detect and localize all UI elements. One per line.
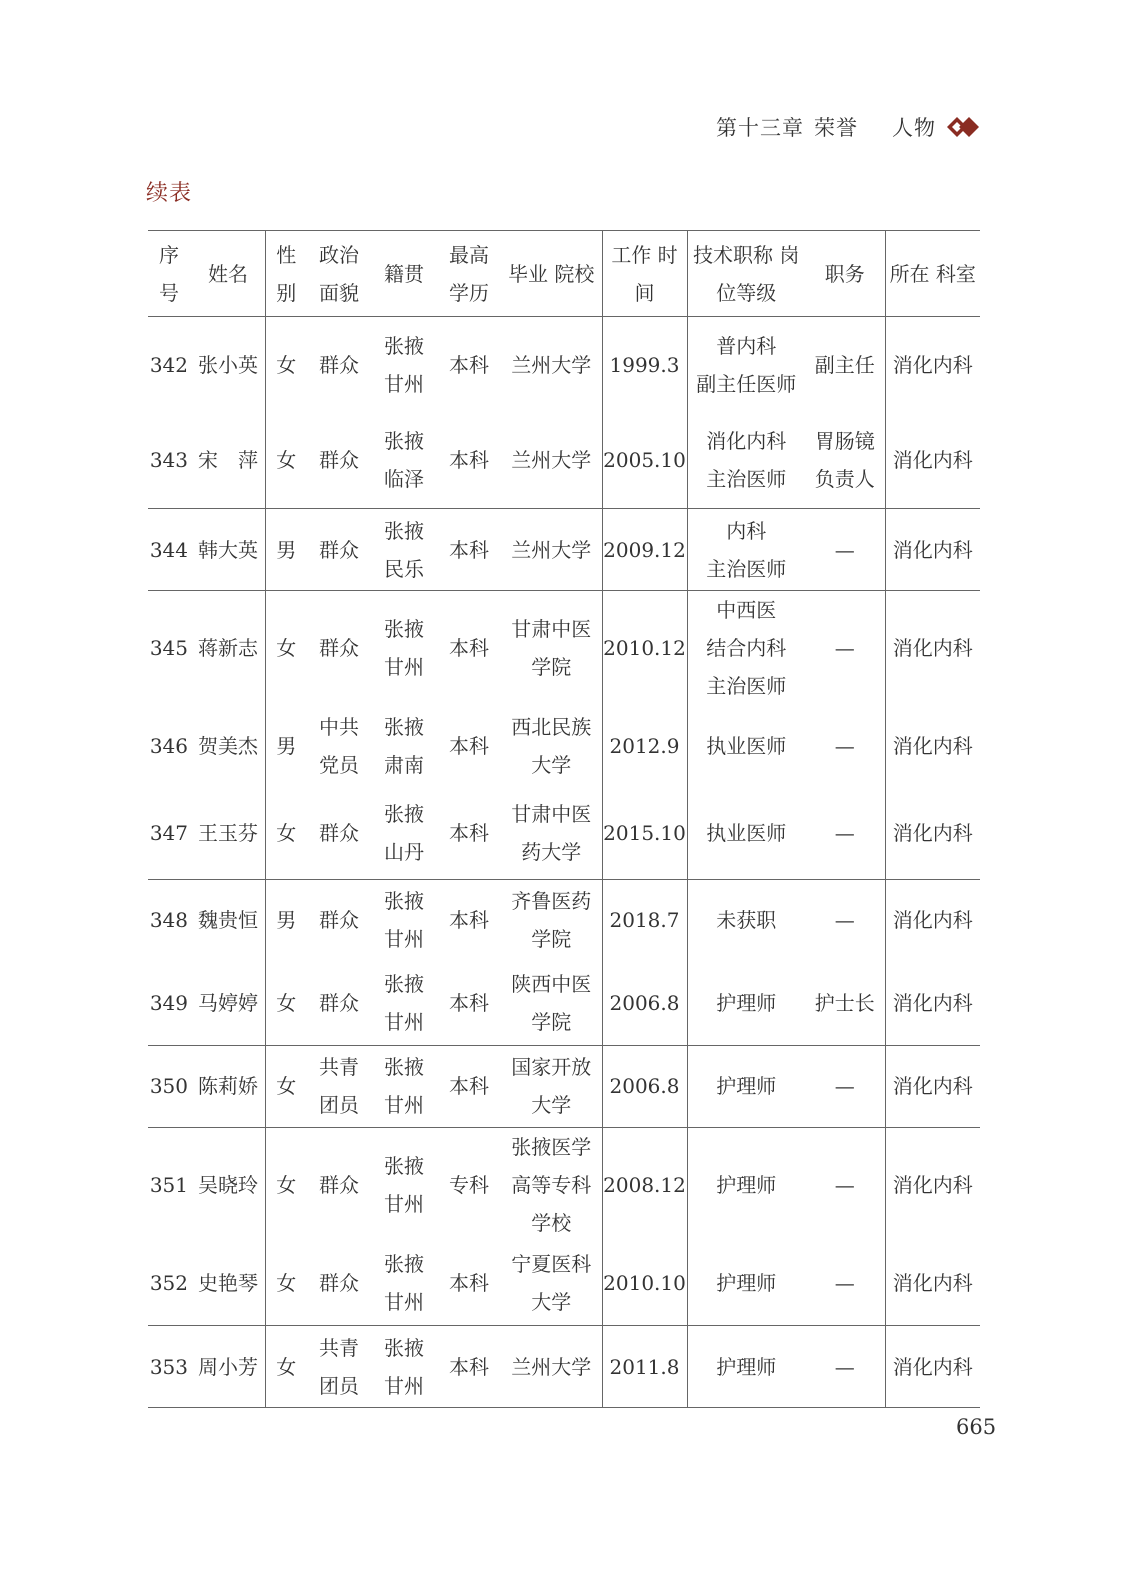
cell-title: 普内科 副主任医师 [696,333,797,396]
cell-gender: 女 [265,961,307,1045]
cell-dept: 消化内科 [885,1045,980,1127]
table-row [148,1242,980,1326]
cell-seq: 343 [148,413,190,509]
cell-work: 2018.7 [602,879,687,961]
cell-work: 2010.10 [602,1242,687,1326]
cell-work: 2005.10 [602,413,687,509]
cell-dept: 消化内科 [892,908,973,933]
table-row [148,1045,980,1127]
cell-work: 2010.12 [602,591,687,706]
cell-gender: 男 [276,908,297,933]
cell-origin: 张掖 山丹 [371,787,437,879]
cell-title: 执业医师 [687,787,805,879]
cell-school: 甘肃中医 学院 [501,591,602,706]
table-row [148,705,980,787]
col-header-political: 政治 面貌 [307,231,371,317]
cell-school: 齐鲁医药 学院 [501,879,602,961]
table-row [148,1127,980,1242]
cell-origin: 张掖 民乐 [371,509,437,591]
cell-name: 马婷婷 [190,961,265,1045]
cell-name: 韩大英 [190,509,265,591]
cell-title: 护理师 [687,1242,805,1326]
cell-political: 群众 [319,1172,359,1197]
col-header-seq: 序 号 [148,231,190,317]
cell-work: 2006.8 [602,1045,687,1127]
cell-work: 2015.10 [602,787,687,879]
table-row [148,317,980,413]
cell-political: 群众 [319,352,359,377]
cell-seq: 342 [149,352,188,377]
cell-gender: 女 [276,636,297,660]
cell-edu: 本科 [449,734,489,758]
cell-name: 王玉芬 [190,787,265,879]
cell-name: 张小英 [190,317,265,413]
cell-school: 兰州大学 [501,317,602,413]
cell-name: 蒋新志 [190,591,265,706]
cell-duty: — [805,879,885,961]
cell-political: 群众 [307,509,371,591]
cell-school: 兰州大学 [501,413,602,509]
personnel-table [148,230,980,1408]
section-label-1: 荣誉 [814,116,858,140]
table-row [148,591,980,706]
cell-edu: 本科 [437,787,501,879]
cell-dept: 消化内科 [885,961,980,1045]
cell-political: 共青 团员 [307,1326,371,1408]
cell-school: 甘肃中医 药大学 [501,787,602,879]
cell-edu: 本科 [449,636,489,660]
cell-edu: 本科 [437,509,501,591]
cell-title: 护理师 [687,1045,805,1127]
cell-origin: 张掖 甘州 [371,961,437,1045]
cell-edu: 本科 [437,1326,501,1408]
cell-gender: 女 [265,1242,307,1326]
cell-dept: 消化内科 [885,509,980,591]
cell-gender: 女 [265,1326,307,1408]
cell-dept: 消化内科 [892,352,973,377]
cell-gender: 女 [265,787,307,879]
cell-duty: — [805,509,885,591]
cell-title: 护理师 [687,961,805,1045]
cell-work: 2011.8 [602,1326,687,1408]
cell-name: 史艳琴 [190,1242,265,1326]
col-header-name: 姓名 [190,231,265,317]
cell-name: 宋 萍 [190,413,265,509]
cell-work: 2006.8 [602,961,687,1045]
cell-duty: — [805,1127,885,1242]
cell-duty: 护士长 [805,961,885,1045]
cell-school: 兰州大学 [501,1326,602,1408]
double-diamond-icon [946,116,980,138]
cell-seq: 347 [148,787,190,879]
cell-duty: 副主任 [805,317,885,413]
table-continued-title: 续表 [146,181,193,206]
cell-political: 群众 [307,961,371,1045]
col-header-gender: 性 别 [265,231,307,317]
cell-dept: 消化内科 [892,1172,973,1197]
page-number: 665 [956,1415,997,1439]
cell-title: 内科 主治医师 [687,509,805,591]
cell-duty: 胃肠镜 负责人 [805,413,885,509]
cell-duty: — [805,705,885,787]
col-header-school: 毕业 院校 [501,231,602,317]
cell-school: 宁夏医科 大学 [501,1242,602,1326]
cell-work: 2012.9 [602,705,687,787]
cell-political: 群众 [307,413,371,509]
col-header-title: 技术职称 岗位等级 [687,231,805,317]
cell-political: 群众 [307,787,371,879]
cell-seq: 351 [149,1172,188,1197]
cell-duty: — [805,1326,885,1408]
cell-origin: 张掖 甘州 [371,1242,437,1326]
cell-seq: 348 [149,908,188,933]
cell-title: 护理师 [716,1172,777,1197]
cell-political: 群众 [307,1242,371,1326]
cell-origin: 张掖 甘州 [371,1326,437,1408]
cell-gender: 女 [276,1172,297,1197]
cell-political: 中共 党员 [319,715,359,777]
cell-origin: 张掖 肃南 [384,715,424,777]
cell-title: 中西医 结合内科 主治医师 [706,598,787,698]
table-row [148,879,980,961]
cell-origin: 张掖 甘州 [384,617,424,679]
table-row [148,413,980,509]
table-row [148,1326,980,1408]
cell-edu: 本科 [449,352,489,377]
cell-dept: 消化内科 [885,413,980,509]
cell-political: 共青 团员 [307,1045,371,1127]
cell-dept: 消化内科 [885,1326,980,1408]
cell-gender: 女 [265,1045,307,1127]
cell-origin: 张掖 临泽 [371,413,437,509]
cell-seq: 352 [148,1242,190,1326]
table-row [148,787,980,879]
cell-school: 张掖医学 高等专科 学校 [501,1127,602,1242]
cell-political: 群众 [319,908,359,933]
col-header-dept: 所在 科室 [885,231,980,317]
cell-title: 消化内科 主治医师 [687,413,805,509]
cell-gender: 男 [265,509,307,591]
cell-seq: 353 [148,1326,190,1408]
cell-origin: 张掖 甘州 [384,1153,424,1216]
cell-school: 兰州大学 [501,509,602,591]
cell-edu: 本科 [437,413,501,509]
cell-seq: 345 [149,636,188,660]
col-header-work: 工作 时间 [602,231,687,317]
cell-seq: 349 [148,961,190,1045]
cell-name: 吴晓玲 [190,1127,265,1242]
cell-duty: — [805,1045,885,1127]
cell-edu: 本科 [437,1242,501,1326]
cell-duty: — [805,787,885,879]
cell-school: 西北民族 大学 [501,705,602,787]
cell-edu: 本科 [437,961,501,1045]
cell-origin: 张掖 甘州 [371,1045,437,1127]
cell-dept: 消化内科 [885,1242,980,1326]
cell-gender: 女 [265,413,307,509]
col-header-origin: 籍贯 [371,231,437,317]
cell-edu: 本科 [437,1045,501,1127]
cell-origin: 张掖 甘州 [384,333,424,396]
cell-title: 未获职 [716,908,777,933]
cell-duty: — [805,1242,885,1326]
cell-seq: 344 [148,509,190,591]
cell-school: 国家开放 大学 [501,1045,602,1127]
cell-name: 魏贵恒 [190,879,265,961]
cell-origin: 张掖 甘州 [384,889,424,952]
cell-political: 群众 [319,636,359,660]
cell-name: 贺美杰 [190,705,265,787]
cell-name: 陈莉娇 [190,1045,265,1127]
cell-dept: 消化内科 [892,636,973,660]
cell-edu: 专科 [449,1172,489,1197]
col-header-duty: 职务 [805,231,885,317]
cell-title: 护理师 [687,1326,805,1408]
cell-duty: — [805,591,885,706]
cell-title: 执业医师 [706,734,787,758]
cell-seq: 350 [148,1045,190,1127]
table-row [148,509,980,591]
cell-school: 陕西中医 学院 [501,961,602,1045]
section-label-2: 人物 [892,116,936,140]
cell-dept: 消化内科 [885,787,980,879]
table-row [148,961,980,1045]
cell-seq: 346 [149,734,188,758]
cell-edu: 本科 [449,908,489,933]
cell-dept: 消化内科 [892,734,973,758]
cell-work: 1999.3 [602,317,687,413]
cell-gender: 女 [276,352,297,377]
cell-gender: 男 [276,734,297,758]
cell-name: 周小芳 [190,1326,265,1408]
table-header-row [148,231,980,317]
cell-work: 2008.12 [602,1127,687,1242]
col-header-edu: 最高 学历 [437,231,501,317]
cell-work: 2009.12 [602,509,687,591]
chapter-label: 第十三章 [716,116,804,140]
running-header [716,112,980,142]
